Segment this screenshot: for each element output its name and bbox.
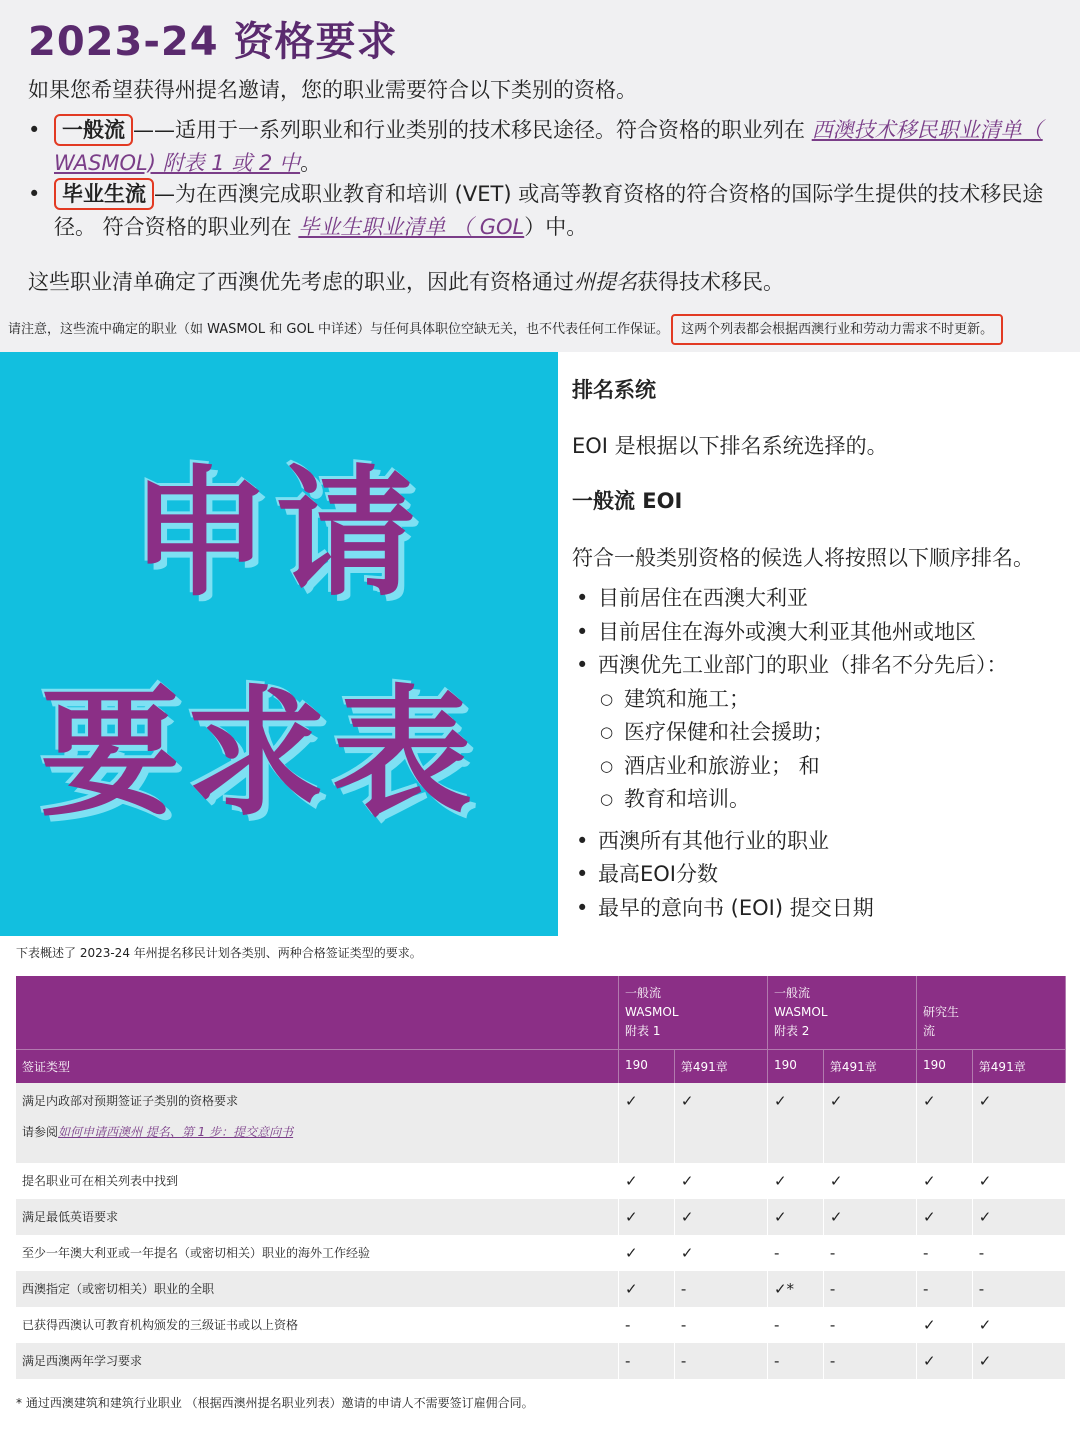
check-mark: ✓	[767, 1199, 823, 1235]
conclusion-after: 获得技术移民。	[637, 270, 784, 294]
check-mark: ✓	[972, 1343, 1065, 1379]
visa-type-header: 签证类型	[16, 1050, 619, 1084]
subclass-header: 第491章	[823, 1050, 916, 1084]
check-mark: -	[916, 1235, 972, 1271]
group-label: WASMOL	[773, 1005, 828, 1019]
list-item: • 目前居住在西澳大利亚	[572, 582, 1008, 616]
list-item: • 西澳所有其他行业的职业	[572, 825, 1008, 859]
subclass-header: 190	[619, 1050, 675, 1084]
row-label: 满足最低英语要求	[16, 1199, 619, 1235]
check-mark: ✓	[767, 1083, 823, 1163]
check-mark: ✓	[767, 1163, 823, 1199]
check-mark: -	[767, 1235, 823, 1271]
table-row	[16, 1307, 1066, 1343]
list-item: • 目前居住在海外或澳大利亚其他州或地区	[572, 616, 1008, 650]
check-mark: ✓	[972, 1083, 1065, 1163]
table-row	[16, 1199, 1066, 1235]
table-row	[16, 1271, 1066, 1307]
how-to-apply-link[interactable]: 如何申请西澳州 提名、第 1 步：提交意向书	[58, 1125, 294, 1139]
check-mark: ✓	[674, 1163, 767, 1199]
wasmol-link[interactable]: 西澳技术移民职业清单（ WASMOL) 附表 1 或 2 中	[54, 118, 1043, 175]
row-label: 已获得西澳认可教育机构颁发的三级证书或以上资格	[16, 1307, 619, 1343]
sub-list-item: ○ 教育和培训。	[572, 783, 1008, 817]
check-mark: -	[619, 1343, 675, 1379]
check-mark: ✓	[972, 1199, 1065, 1235]
check-mark: ✓	[619, 1163, 675, 1199]
subclass-header: 第491章	[674, 1050, 767, 1084]
note-highlight: 这两个列表都会根据西澳行业和劳动力需求不时更新。	[671, 314, 1003, 345]
check-mark: ✓	[916, 1199, 972, 1235]
check-mark: -	[674, 1307, 767, 1343]
note-text	[8, 318, 1003, 337]
row-label: 满足西澳两年学习要求	[16, 1343, 619, 1379]
check-mark: -	[767, 1343, 823, 1379]
group-label: 流	[922, 1024, 935, 1038]
sub-list-item: ○ 医疗保健和社会援助；	[572, 716, 1008, 750]
table-row	[16, 1083, 1066, 1163]
table-row	[16, 1235, 1066, 1271]
check-mark: -	[972, 1271, 1065, 1307]
check-mark: ✓	[916, 1343, 972, 1379]
table-header-empty	[16, 976, 619, 1050]
group-label: 附表 1	[625, 1024, 661, 1038]
stream-description: —为在西澳完成职业教育和培训 (VET) 或高等教育资格的符合资格的国际学生提供的技术移民途径。 符合资格的职业列在	[54, 182, 1044, 239]
column-group-header	[916, 976, 1065, 1050]
check-mark: ✓	[619, 1235, 675, 1271]
subclass-header: 第491章	[972, 1050, 1065, 1084]
ranking-list	[572, 582, 1008, 925]
sub-list-item: ○ 建筑和施工；	[572, 683, 1008, 717]
check-mark: -	[972, 1235, 1065, 1271]
check-mark: ✓	[916, 1163, 972, 1199]
title-banner	[0, 352, 558, 936]
banner-line-1: 申请	[130, 453, 423, 616]
group-label: WASMOL	[625, 1005, 679, 1019]
column-group-header	[619, 976, 768, 1050]
check-mark: ✓	[823, 1083, 916, 1163]
check-mark: ✓	[972, 1307, 1065, 1343]
subclass-header: 190	[916, 1050, 972, 1084]
check-mark: ✓	[674, 1235, 767, 1271]
row-label	[16, 1083, 619, 1163]
note-main: 请注意，这些流中确定的职业（如 WASMOL 和 GOL 中详述）与任何具体职位空缺无关，也不代表任何工作保证。	[8, 322, 670, 337]
check-mark: -	[916, 1271, 972, 1307]
check-mark: ✓	[972, 1163, 1065, 1199]
row-label: 西澳指定（或密切相关）职业的全职	[16, 1271, 619, 1307]
check-mark: -	[823, 1271, 916, 1307]
check-mark: -	[767, 1307, 823, 1343]
check-mark: -	[674, 1271, 767, 1307]
general-eoi-heading: 一般流 EOI	[572, 489, 683, 513]
table-row	[16, 1343, 1066, 1379]
row-label-text: 满足内政部对预期签证子类别的资格要求	[22, 1094, 239, 1108]
check-mark: -	[823, 1307, 916, 1343]
ranking-section	[558, 352, 1080, 936]
list-item: • 最早的意向书 (EOI) 提交日期	[572, 892, 1008, 926]
group-label: 附表 2	[773, 1024, 810, 1038]
stream-item-general	[28, 114, 1048, 180]
check-mark: -	[823, 1343, 916, 1379]
check-mark: ✓	[823, 1163, 916, 1199]
check-mark: ✓	[916, 1307, 972, 1343]
intro-text: 如果您希望获得州提名邀请，您的职业需要符合以下类别的资格。	[28, 78, 637, 102]
group-label: 一般流	[773, 986, 810, 1000]
stream-name: 一般流	[54, 114, 133, 146]
list-item: • 西澳优先工业部门的职业（排名不分先后）：	[572, 649, 1008, 683]
stream-tail: ）中。	[524, 215, 588, 239]
check-mark: ✓	[619, 1271, 675, 1307]
row-label: 提名职业可在相关列表中找到	[16, 1163, 619, 1199]
gol-link[interactable]: 毕业生职业清单 （ GOL	[298, 215, 525, 239]
requirements-table	[16, 976, 1066, 1379]
conclusion-text	[28, 266, 784, 296]
ranking-subtitle: EOI 是根据以下排名系统选择的。	[572, 434, 888, 458]
row-label: 至少一年澳大利亚或一年提名（或密切相关）职业的海外工作经验	[16, 1235, 619, 1271]
ranking-description: 符合一般类别资格的候选人将按照以下顺序排名。	[572, 546, 1034, 570]
column-group-header	[767, 976, 916, 1050]
sub-list-item: ○ 酒店业和旅游业； 和	[572, 750, 1008, 784]
check-mark: -	[674, 1343, 767, 1379]
ranking-heading: 排名系统	[572, 378, 656, 402]
list-item: • 最高EOI分数	[572, 858, 1008, 892]
conclusion-emphasis: 州提名	[574, 270, 637, 294]
check-mark: ✓	[619, 1199, 675, 1235]
check-mark: ✓*	[767, 1271, 823, 1307]
table-caption: 下表概述了 2023-24 年州提名移民计划各类别、两种合格签证类型的要求。	[16, 946, 422, 960]
check-mark: ✓	[916, 1083, 972, 1163]
group-label: 研究生	[922, 1005, 959, 1019]
group-label: 一般流	[625, 986, 662, 1000]
table-footnote: * 通过西澳建筑和建筑行业职业 （根据西澳州提名职业列表）邀请的申请人不需要签订雇佣合同。	[16, 1396, 534, 1410]
subclass-header: 190	[767, 1050, 823, 1084]
check-mark: ✓	[619, 1083, 675, 1163]
conclusion-before: 这些职业清单确定了西澳优先考虑的职业，因此有资格通过	[28, 270, 574, 294]
row-sub-prefix: 请参阅	[22, 1125, 59, 1139]
check-mark: ✓	[674, 1199, 767, 1235]
table-row	[16, 1163, 1066, 1199]
stream-tail: 。	[300, 151, 322, 175]
banner-line-2: 要求表	[40, 673, 479, 836]
bullet-icon: •	[28, 182, 41, 206]
check-mark: -	[823, 1235, 916, 1271]
stream-item-graduate	[28, 178, 1048, 244]
stream-name: 毕业生流	[54, 178, 154, 210]
page-title: 2023-24 资格要求	[28, 19, 398, 65]
check-mark: -	[619, 1307, 675, 1343]
eligibility-section	[0, 0, 1080, 352]
check-mark: ✓	[823, 1199, 916, 1235]
stream-description: ——适用于一系列职业和行业类别的技术移民途径。符合资格的职业列在	[133, 118, 812, 142]
bullet-icon: •	[28, 118, 41, 142]
check-mark: ✓	[674, 1083, 767, 1163]
